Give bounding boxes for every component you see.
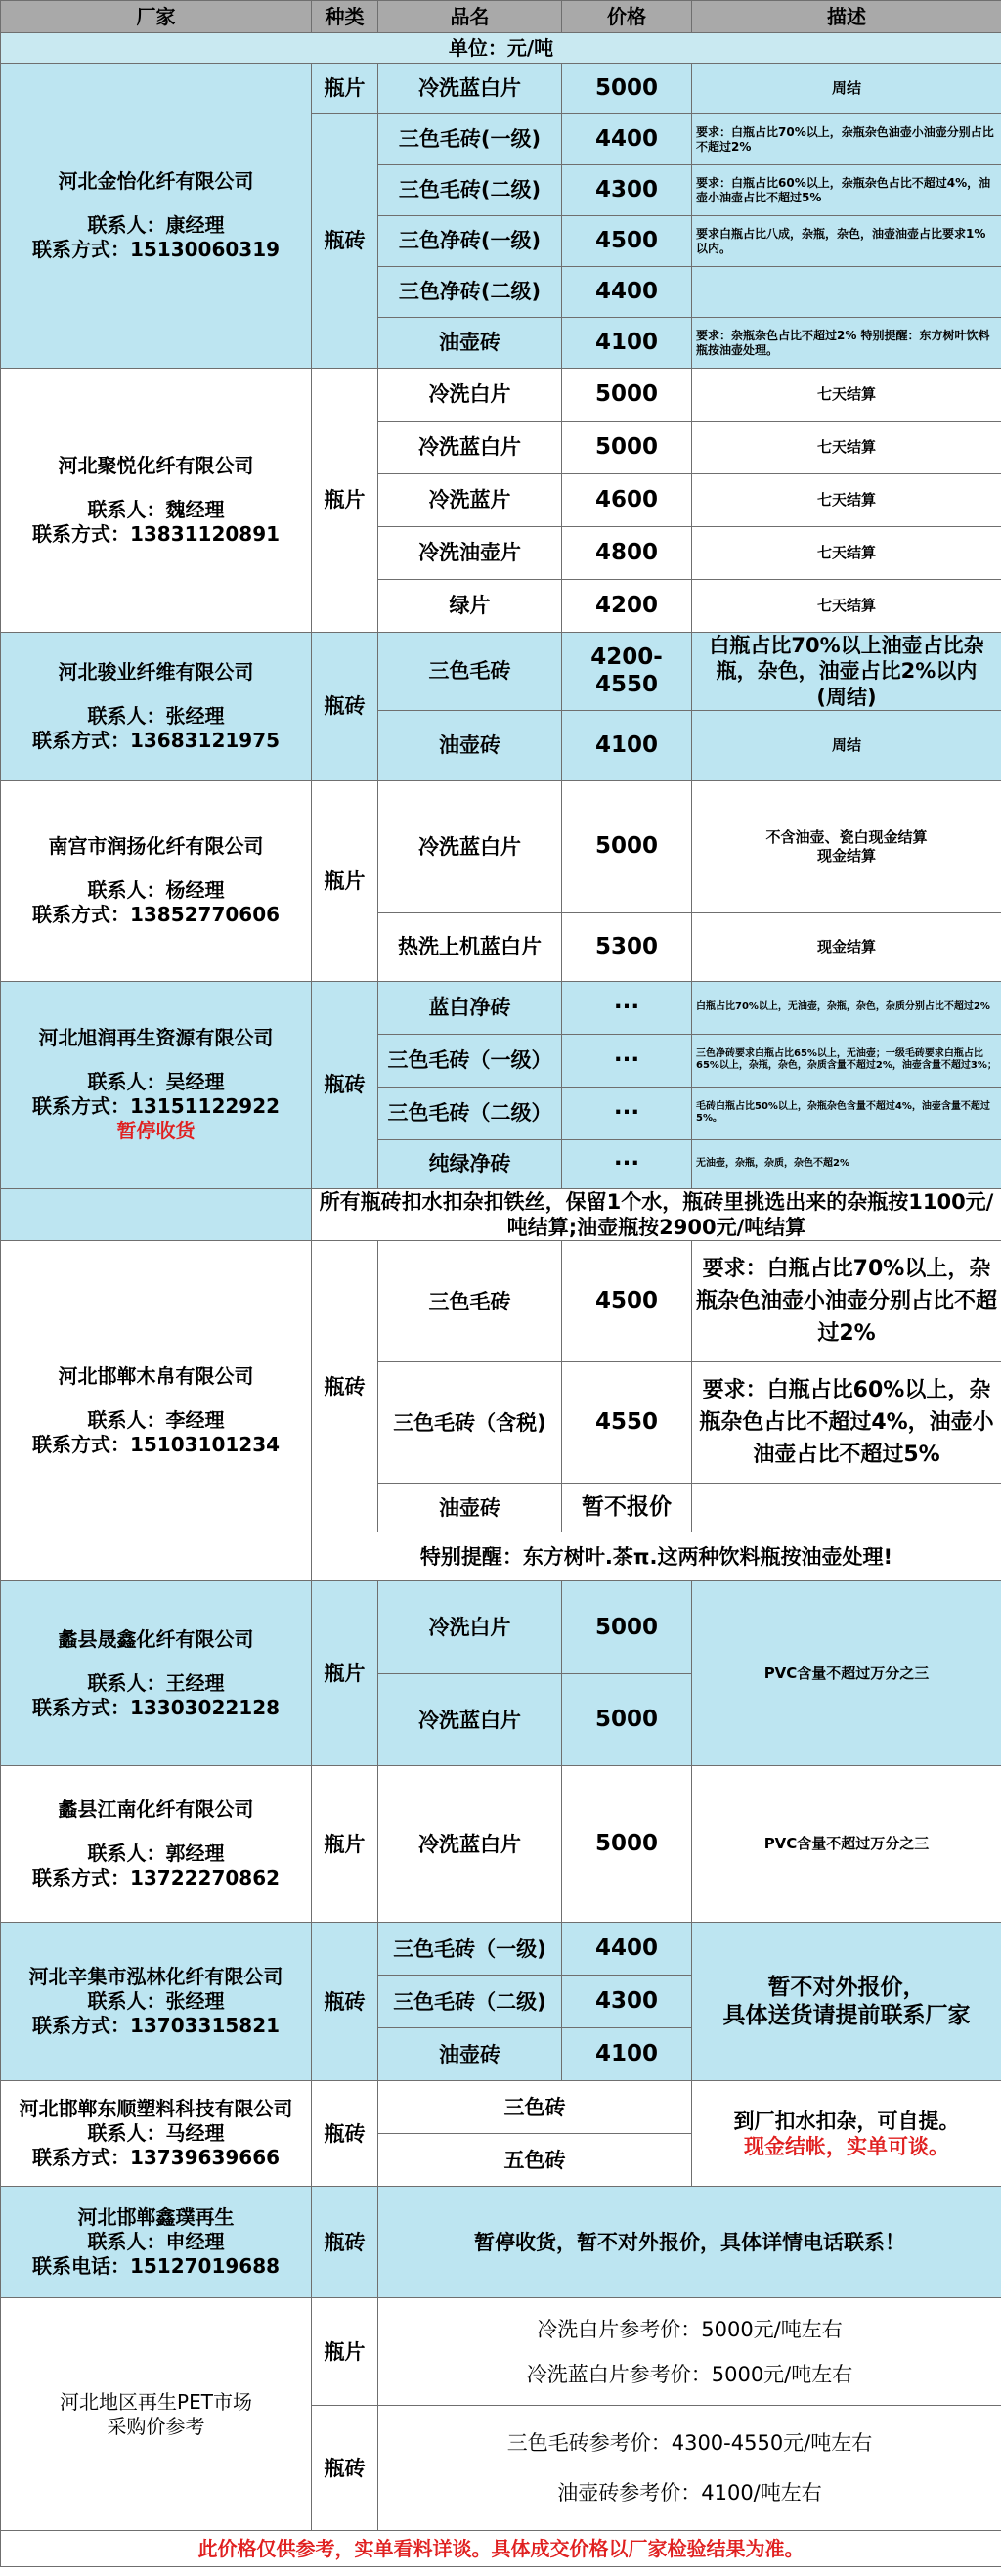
- company-phone: 联系方式：13739639666: [31, 2146, 281, 2170]
- header-product: 品名: [378, 1, 562, 33]
- product-cell: 三色毛砖: [378, 1241, 562, 1362]
- product-cell: 绿片: [378, 580, 562, 633]
- desc-cell: 白瓶占比70%以上，无油壶，杂瓶，杂色，杂质分别占比不超过2%: [692, 981, 1001, 1034]
- footer-row: [1, 2531, 1001, 2567]
- company-cell-continued: [1, 1188, 312, 1241]
- company-name: 河北邯郸木帛有限公司: [58, 1364, 254, 1389]
- reference-line: 三色毛砖参考价：4300-4550元/吨左右: [506, 2431, 873, 2456]
- company-name: 河北辛集市泓林化纤有限公司: [28, 1965, 283, 1989]
- desc-cell: 要求：杂瓶杂色占比不超过2% 特别提醒：东方树叶饮料瓶按油壶处理。: [692, 318, 1001, 369]
- company-contact: 联系人：康经理: [87, 213, 225, 237]
- company-cell: [1, 1241, 312, 1581]
- table-row: [1, 1241, 1001, 1362]
- price-cell: 4100: [562, 2028, 692, 2081]
- company-contact: 联系人：马经理: [87, 2121, 225, 2146]
- product-cell: 油壶砖: [378, 710, 562, 780]
- table-row: [1, 369, 1001, 422]
- company-phone: 联系方式：13303022128: [31, 1695, 281, 1719]
- footer-disclaimer: 此价格仅供参考，实单看料详谈。具体成交价格以厂家检验结果为准。: [1, 2531, 1001, 2567]
- type-cell: 瓶砖: [312, 2187, 378, 2298]
- company-cell: [1, 1581, 312, 1766]
- reference-cell: [378, 2406, 1001, 2531]
- header-price: 价格: [562, 1, 692, 33]
- desc-cell: [692, 2081, 1001, 2187]
- price-cell: 4500: [562, 216, 692, 267]
- price-cell: 4400: [562, 114, 692, 165]
- type-cell: 瓶片: [312, 369, 378, 633]
- desc-cell: 要求白瓶占比八成，杂瓶，杂色，油壶油壶占比要求1%以内。: [692, 216, 1001, 267]
- product-cell: 三色砖: [378, 2081, 692, 2134]
- desc-cell: [692, 267, 1001, 318]
- desc-cell: 七天结算: [692, 474, 1001, 527]
- product-cell: 油壶砖: [378, 1484, 562, 1532]
- desc-cell: 无油壶，杂瓶，杂质，杂色不超2%: [692, 1139, 1001, 1188]
- table-row: [1, 1581, 1001, 1674]
- company-contact: 联系人：吴经理: [87, 1070, 225, 1094]
- price-cell: 4800: [562, 527, 692, 580]
- price-cell: 4200-4550: [562, 633, 692, 711]
- desc-cell: 三色净砖要求白瓶占比65%以上，无油壶；一级毛砖要求白瓶占比65%以上，杂瓶，杂色，杂质含量不超过2%，油壶含量不超过3%；: [692, 1034, 1001, 1087]
- price-cell: 4100: [562, 318, 692, 369]
- product-cell: 三色毛砖(一级): [378, 114, 562, 165]
- product-cell: 三色毛砖（二级）: [378, 1087, 562, 1139]
- product-cell: 油壶砖: [378, 318, 562, 369]
- product-cell: 冷洗蓝片: [378, 474, 562, 527]
- company-contact: 联系人：王经理: [87, 1670, 225, 1695]
- unit-label: 单位：元/吨: [1, 33, 1001, 64]
- product-cell: 三色毛砖（一级）: [378, 1034, 562, 1087]
- desc-cell: 暂停收货，暂不对外报价，具体详情电话联系！: [378, 2187, 1001, 2298]
- desc-cell: 毛砖白瓶占比50%以上，杂瓶杂色含量不超过4%，油壶含量不超过5%。: [692, 1087, 1001, 1139]
- price-cell: 4550: [562, 1362, 692, 1484]
- product-cell: 三色净砖(一级): [378, 216, 562, 267]
- company-cell: [1, 64, 312, 369]
- product-cell: 五色砖: [378, 2134, 692, 2187]
- status-badge: 暂停收货: [116, 1119, 196, 1143]
- product-cell: 油壶砖: [378, 2028, 562, 2081]
- desc-cell: 要求：白瓶占比70%以上，杂瓶杂色油壶小油壶分别占比不超过2%: [692, 1241, 1001, 1362]
- company-contact: 联系人：魏经理: [87, 498, 225, 521]
- reference-line: 冷洗蓝白片参考价：5000元/吨左右: [526, 2362, 853, 2386]
- price-cell: 5000: [562, 422, 692, 474]
- company-cell: [1, 1923, 312, 2081]
- product-cell: 三色毛砖（含税): [378, 1362, 562, 1484]
- desc-cell: 七天结算: [692, 422, 1001, 474]
- price-cell: 4300: [562, 1976, 692, 2028]
- reference-line: 油壶砖参考价：4100/吨左右: [557, 2480, 822, 2505]
- price-cell: 5000: [562, 780, 692, 912]
- type-cell: 瓶砖: [312, 114, 378, 369]
- table-row: [1, 981, 1001, 1034]
- type-cell: 瓶砖: [312, 1923, 378, 2081]
- price-cell: 4200: [562, 580, 692, 633]
- company-name: 河北聚悦化纤有限公司: [58, 454, 254, 477]
- desc-text-red: 现金结帐，实单可谈。: [744, 2134, 949, 2158]
- price-cell: 4400: [562, 1923, 692, 1976]
- table-row: [1, 64, 1001, 114]
- desc-cell: 周结: [692, 64, 1001, 114]
- company-name: 河北邯郸东顺塑料科技有限公司: [19, 2097, 293, 2121]
- company-phone: 联系方式：13831120891: [31, 522, 281, 546]
- desc-cell: 不含油壶、瓷白现金结算 现金结算: [692, 780, 1001, 912]
- company-phone: 联系方式：13151122922: [31, 1094, 281, 1119]
- company-name: 蠡县江南化纤有限公司: [58, 1798, 254, 1822]
- type-cell: 瓶砖: [312, 2406, 378, 2531]
- price-cell: 暂不报价: [562, 1484, 692, 1532]
- type-cell: 瓶砖: [312, 2081, 378, 2187]
- header-type: 种类: [312, 1, 378, 33]
- reference-cell: [378, 2298, 1001, 2406]
- product-cell: 冷洗油壶片: [378, 527, 562, 580]
- table-header-row: [1, 1, 1001, 33]
- desc-cell: 周结: [692, 710, 1001, 780]
- product-cell: 三色净砖(二级): [378, 267, 562, 318]
- product-cell: 冷洗蓝白片: [378, 422, 562, 474]
- desc-cell: 现金结算: [692, 912, 1001, 981]
- reference-line: 冷洗白片参考价：5000元/吨左右: [537, 2317, 843, 2341]
- price-cell: 5000: [562, 64, 692, 114]
- product-cell: 冷洗蓝白片: [378, 1766, 562, 1923]
- company-phone: 联系方式：15103101234: [31, 1433, 281, 1457]
- type-cell: 瓶砖: [312, 633, 378, 781]
- desc-text: 到厂扣水扣杂，可自提。: [733, 2109, 960, 2133]
- desc-cell: [692, 1484, 1001, 1532]
- company-contact: 联系人：杨经理: [87, 878, 225, 903]
- price-cell: 5300: [562, 912, 692, 981]
- desc-cell: 七天结算: [692, 580, 1001, 633]
- type-cell: 瓶片: [312, 1766, 378, 1923]
- desc-cell: 七天结算: [692, 369, 1001, 422]
- company-cell: [1, 369, 312, 633]
- table-row: [1, 2298, 1001, 2406]
- header-desc: 描述: [692, 1, 1001, 33]
- type-cell: 瓶片: [312, 1581, 378, 1766]
- company-phone: 联系方式：13683121975: [31, 728, 281, 752]
- price-cell: 5000: [562, 1766, 692, 1923]
- price-cell: 5000: [562, 369, 692, 422]
- price-cell: ···: [562, 981, 692, 1034]
- table-row: [1, 633, 1001, 711]
- price-cell: 4300: [562, 165, 692, 216]
- product-cell: 冷洗蓝白片: [378, 780, 562, 912]
- note-cell: 特别提醒：东方树叶.茶π.这两种饮料瓶按油壶处理!: [312, 1532, 1001, 1581]
- company-name: 河北骏业纤维有限公司: [58, 659, 254, 684]
- company-name: 河北邯郸鑫璞再生: [77, 2205, 235, 2230]
- desc-cell: 要求：白瓶占比60%以上，杂瓶杂色占比不超过4%，油壶小油壶占比不超过5%: [692, 1362, 1001, 1484]
- desc-cell: 七天结算: [692, 527, 1001, 580]
- price-cell: 4500: [562, 1241, 692, 1362]
- type-cell: 瓶片: [312, 780, 378, 981]
- company-phone: 联系方式：13852770606: [31, 903, 281, 927]
- product-cell: 冷洗白片: [378, 1581, 562, 1674]
- company-name: 南宫市润扬化纤有限公司: [48, 834, 264, 859]
- table-row: [1, 1923, 1001, 1976]
- product-cell: 热洗上机蓝白片: [378, 912, 562, 981]
- company-cell: [1, 2081, 312, 2187]
- table-row: [1, 780, 1001, 912]
- desc-cell: 要求：白瓶占比60%以上，杂瓶杂色占比不超过4%，油壶小油壶占比不超过5%: [692, 165, 1001, 216]
- product-cell: 冷洗白片: [378, 369, 562, 422]
- company-contact: 联系人：申经理: [87, 2230, 225, 2254]
- company-name: 河北金怡化纤有限公司: [58, 169, 254, 193]
- company-cell: [1, 780, 312, 981]
- desc-cell: PVC含量不超过万分之三: [692, 1766, 1001, 1923]
- price-cell: ···: [562, 1034, 692, 1087]
- company-contact: 联系人：李经理: [87, 1408, 225, 1433]
- company-phone: 联系方式：13703315821: [31, 2014, 281, 2038]
- price-cell: ···: [562, 1087, 692, 1139]
- product-cell: 三色毛砖(二级): [378, 165, 562, 216]
- product-cell: 纯绿净砖: [378, 1139, 562, 1188]
- desc-cell: 要求：白瓶占比70%以上，杂瓶杂色油壶小油壶分别占比不超过2%: [692, 114, 1001, 165]
- table-row: [1, 1766, 1001, 1923]
- price-cell: 4600: [562, 474, 692, 527]
- type-cell: 瓶砖: [312, 1241, 378, 1532]
- type-cell: 瓶砖: [312, 981, 378, 1188]
- type-cell: 瓶片: [312, 2298, 378, 2406]
- company-contact: 联系人：张经理: [87, 703, 225, 728]
- product-cell: 冷洗蓝白片: [378, 1674, 562, 1766]
- product-cell: 三色毛砖: [378, 633, 562, 711]
- note-cell: 所有瓶砖扣水扣杂扣铁丝，保留1个水，瓶砖里挑选出来的杂瓶按1100元/吨结算;油壶瓶按2900元/吨结算: [312, 1188, 1001, 1241]
- header-company: 厂家: [1, 1, 312, 33]
- company-contact: 联系人：郭经理: [87, 1842, 225, 1866]
- unit-row: [1, 33, 1001, 64]
- company-phone: 联系方式：13722270862: [31, 1866, 281, 1890]
- company-contact: 联系人：张经理: [87, 1989, 225, 2014]
- table-row: [1, 2187, 1001, 2298]
- product-cell: 冷洗蓝白片: [378, 64, 562, 114]
- price-cell: 5000: [562, 1674, 692, 1766]
- company-cell: [1, 981, 312, 1188]
- table-row: [1, 1188, 1001, 1241]
- company-phone: 联系方式：15130060319: [31, 238, 281, 261]
- price-cell: 4100: [562, 710, 692, 780]
- company-name: 蠡县晟鑫化纤有限公司: [58, 1626, 254, 1651]
- desc-cell: 暂不对外报价， 具体送货请提前联系厂家: [692, 1923, 1001, 2081]
- price-cell: ···: [562, 1139, 692, 1188]
- company-phone: 联系电话：15127019688: [31, 2254, 281, 2279]
- product-cell: 三色毛砖（一级): [378, 1923, 562, 1976]
- desc-cell: 白瓶占比70%以上油壶占比杂瓶，杂色，油壶占比2%以内 (周结): [692, 633, 1001, 711]
- product-cell: 三色毛砖（二级): [378, 1976, 562, 2028]
- desc-cell: PVC含量不超过万分之三: [692, 1581, 1001, 1766]
- product-cell: 蓝白净砖: [378, 981, 562, 1034]
- company-cell: [1, 633, 312, 781]
- company-cell: [1, 1766, 312, 1923]
- type-cell: 瓶片: [312, 64, 378, 114]
- price-cell: 5000: [562, 1581, 692, 1674]
- table-row: [1, 2081, 1001, 2134]
- company-name: 河北旭润再生资源有限公司: [38, 1026, 274, 1050]
- company-cell: 河北地区再生PET市场 采购价参考: [1, 2298, 312, 2531]
- price-cell: 4400: [562, 267, 692, 318]
- company-cell: [1, 2187, 312, 2298]
